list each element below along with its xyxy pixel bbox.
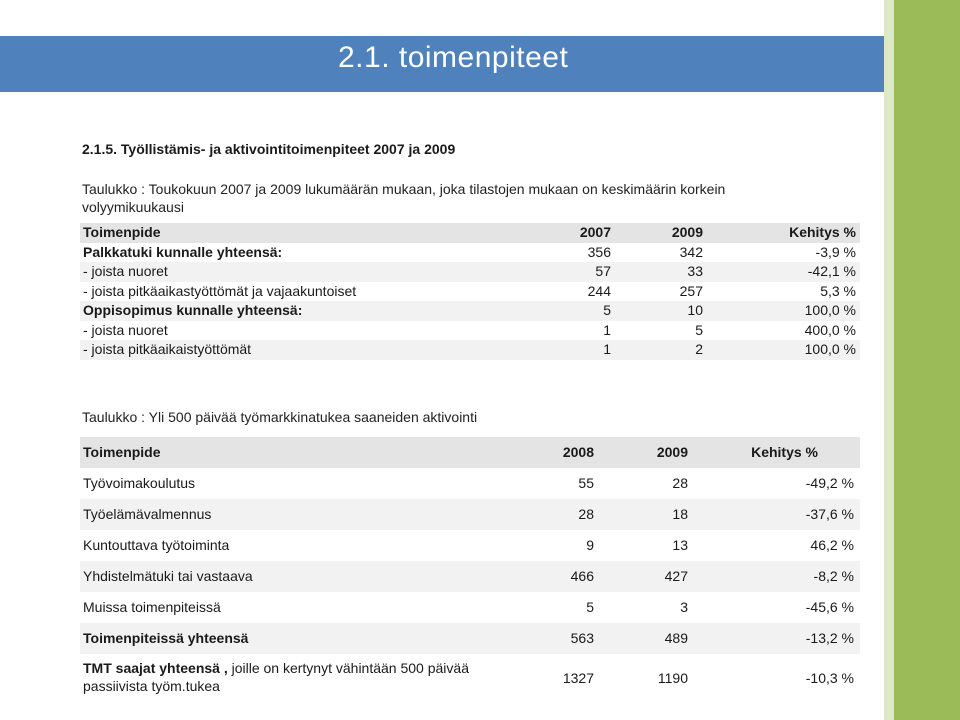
row-label: Muissa toimenpiteissä bbox=[83, 599, 221, 615]
table-row-total bbox=[80, 623, 860, 654]
row-label: Toimenpiteissä yhteensä bbox=[83, 630, 249, 646]
row-value-2007: 1 bbox=[603, 341, 611, 357]
row-value-2007: 1 bbox=[603, 321, 611, 338]
row-change: -42,1 % bbox=[807, 263, 856, 279]
row-value-2008: 466 bbox=[570, 568, 594, 584]
table1-header-2009: 2009 bbox=[671, 224, 703, 240]
table1-caption: Taulukko : Toukokuun 2007 ja 2009 lukumäärän mukaan, joka tilastojen mukaan on keskimäärin korkein volyymikuukausi bbox=[82, 181, 726, 215]
table1-header-change: Kehitys % bbox=[789, 224, 856, 240]
table1-header-2007: 2007 bbox=[579, 224, 611, 240]
row-label: Palkkatuki kunnalle yhteensä: bbox=[83, 243, 283, 260]
row-value-2009: 33 bbox=[687, 263, 703, 279]
table-row bbox=[80, 321, 860, 341]
row-label: - joista pitkäaikaistyöttömät bbox=[83, 341, 252, 357]
tmt-label-rest: joille on kertynyt vähintään 500 päivää passiivista työm.tukea bbox=[83, 660, 469, 694]
table-row bbox=[80, 561, 860, 592]
table-row bbox=[80, 282, 860, 302]
row-change: -13,2 % bbox=[805, 630, 854, 646]
table1-header-measure: Toimenpide bbox=[83, 224, 161, 240]
row-value-2008: 1327 bbox=[562, 670, 594, 686]
table-row bbox=[80, 262, 860, 282]
row-change: -8,2 % bbox=[813, 568, 854, 584]
row-value-2008: 9 bbox=[586, 537, 594, 553]
row-value-2009: 489 bbox=[664, 630, 688, 646]
row-value-2009: 1190 bbox=[657, 670, 688, 686]
row-label: - joista pitkäaikastyöttömät ja vajaakuntoiset bbox=[83, 282, 357, 299]
row-change: -3,9 % bbox=[815, 243, 856, 260]
row-change: -45,6 % bbox=[805, 599, 854, 615]
row-label: - joista nuoret bbox=[83, 321, 168, 338]
row-change: 100,0 % bbox=[804, 341, 856, 357]
row-label: - joista nuoret bbox=[83, 263, 168, 279]
side-accent-light bbox=[884, 0, 894, 720]
row-change: 100,0 % bbox=[804, 302, 856, 318]
row-value-2009: 427 bbox=[664, 568, 688, 584]
table2-header-change: Kehitys % bbox=[751, 444, 818, 460]
table-row bbox=[80, 592, 860, 623]
table2-header-2008: 2008 bbox=[562, 444, 594, 460]
row-value-2009: 28 bbox=[672, 475, 688, 491]
table-row bbox=[80, 530, 860, 561]
table2-header-measure: Toimenpide bbox=[83, 444, 161, 460]
row-label: Työvoimakoulutus bbox=[83, 475, 196, 491]
row-change: -49,2 % bbox=[805, 475, 854, 491]
row-value-2009: 18 bbox=[672, 506, 688, 522]
table-row bbox=[80, 468, 860, 499]
row-value-2008: 5 bbox=[586, 599, 594, 615]
table2-header-2009: 2009 bbox=[656, 444, 688, 460]
row-label: Yhdistelmätuki tai vastaava bbox=[83, 568, 253, 584]
row-label bbox=[83, 659, 503, 695]
row-value-2009: 257 bbox=[679, 282, 703, 299]
side-accent-bar bbox=[894, 0, 960, 720]
row-label: Kuntouttava työtoiminta bbox=[83, 537, 230, 553]
row-change: 46,2 % bbox=[810, 537, 854, 553]
row-value-2007: 57 bbox=[595, 263, 611, 279]
table-row-tmt bbox=[80, 654, 860, 702]
table1 bbox=[80, 223, 860, 360]
row-value-2007: 356 bbox=[587, 243, 611, 260]
row-value-2009: 5 bbox=[695, 321, 703, 338]
table2-header-row bbox=[80, 437, 860, 468]
tmt-label-bold: TMT saajat yhteensä , bbox=[83, 660, 228, 676]
row-value-2009: 3 bbox=[680, 599, 688, 615]
table1-header-row bbox=[80, 223, 860, 243]
row-value-2009: 342 bbox=[679, 243, 703, 260]
table-row bbox=[80, 301, 860, 321]
row-value-2008: 28 bbox=[578, 506, 594, 522]
table2 bbox=[80, 437, 860, 702]
row-label: Oppisopimus kunnalle yhteensä: bbox=[83, 302, 303, 318]
section-heading: 2.1.5. Työllistämis- ja aktivointitoimenpiteet 2007 ja 2009 bbox=[82, 141, 456, 157]
row-value-2008: 55 bbox=[578, 475, 594, 491]
row-value-2009: 2 bbox=[695, 341, 703, 357]
table-row bbox=[80, 243, 860, 263]
table2-caption: Taulukko : Yli 500 päivää työmarkkinatukea saaneiden aktivointi bbox=[82, 409, 478, 425]
table-row bbox=[80, 340, 860, 360]
table-row bbox=[80, 499, 860, 530]
row-label: Työelämävalmennus bbox=[83, 506, 212, 522]
row-value-2009: 13 bbox=[672, 537, 688, 553]
row-value-2007: 5 bbox=[603, 302, 611, 318]
row-change: 400,0 % bbox=[804, 321, 856, 338]
row-value-2007: 244 bbox=[587, 282, 611, 299]
row-value-2008: 563 bbox=[570, 630, 594, 646]
row-change: 5,3 % bbox=[820, 282, 856, 299]
row-change: -10,3 % bbox=[805, 670, 854, 686]
slide-title: 2.1. toimenpiteet bbox=[338, 41, 569, 74]
row-value-2009: 10 bbox=[687, 302, 703, 318]
row-change: -37,6 % bbox=[805, 506, 854, 522]
